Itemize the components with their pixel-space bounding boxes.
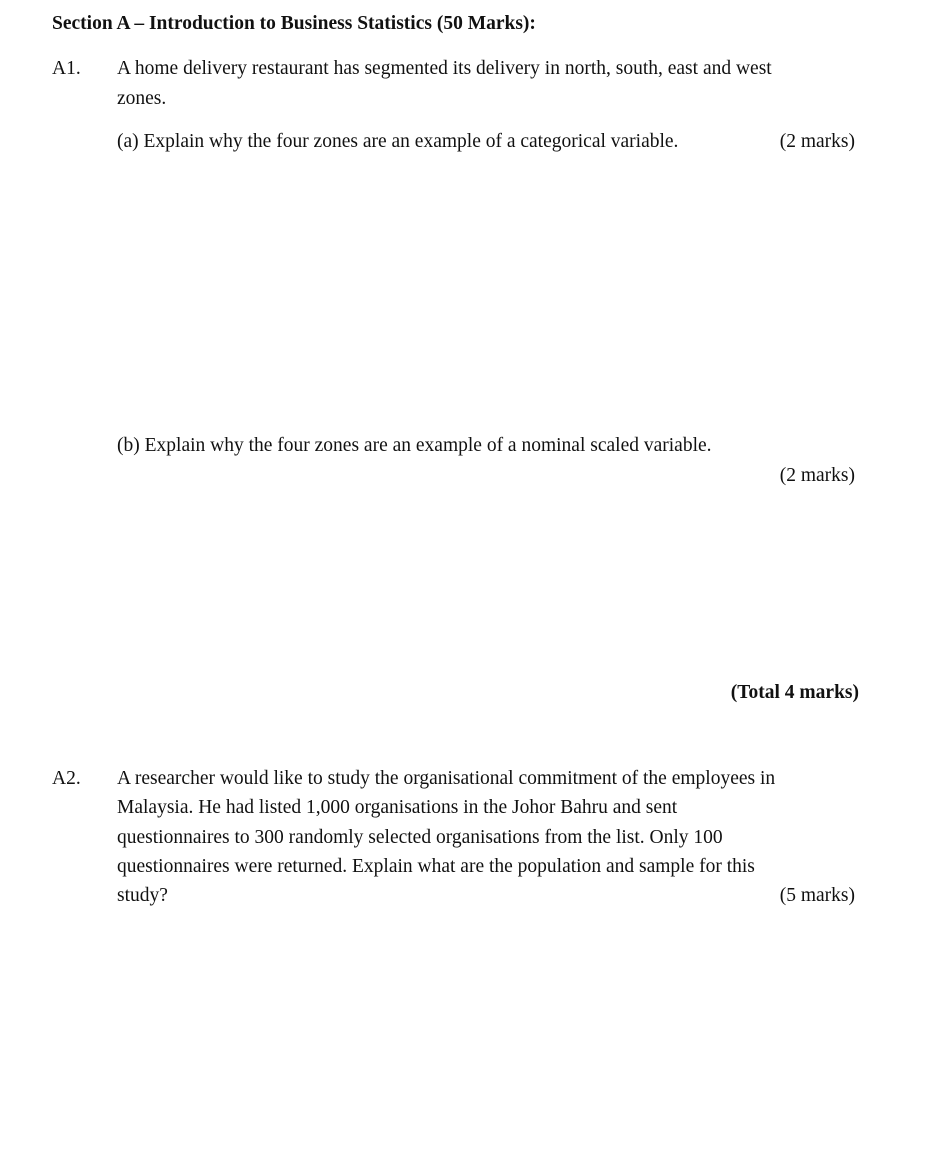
question-a2-marks: (5 marks)	[779, 885, 855, 906]
question-a2-line-3: questionnaires to 300 randomly selected organisations from the list. Only 100	[117, 827, 723, 848]
section-heading: Section A – Introduction to Business Statistics (50 Marks):	[52, 13, 536, 34]
question-a2-line-1: A researcher would like to study the organisational commitment of the employees in	[117, 768, 776, 789]
question-a1-part-b: (b) Explain why the four zones are an example of a nominal scaled variable.	[117, 435, 712, 456]
question-a1-part-a-marks: (2 marks)	[779, 131, 855, 152]
question-a2-line-4: questionnaires were returned. Explain what are the population and sample for this	[117, 856, 755, 877]
question-a1-part-b-marks: (2 marks)	[779, 465, 855, 486]
question-a2-line-2: Malaysia. He had listed 1,000 organisations in the Johor Bahru and sent	[117, 797, 678, 818]
question-a1-stem-line-2: zones.	[117, 88, 167, 109]
question-a1-stem-line-1: A home delivery restaurant has segmented its delivery in north, south, east and west	[117, 58, 772, 79]
question-a1-part-a: (a) Explain why the four zones are an example of a categorical variable.	[117, 131, 679, 152]
question-a1-total-marks: (Total 4 marks)	[730, 682, 859, 703]
question-a1-number: A1.	[52, 58, 81, 79]
question-a2-number: A2.	[52, 768, 81, 789]
question-a2-line-5: study?	[117, 885, 168, 906]
